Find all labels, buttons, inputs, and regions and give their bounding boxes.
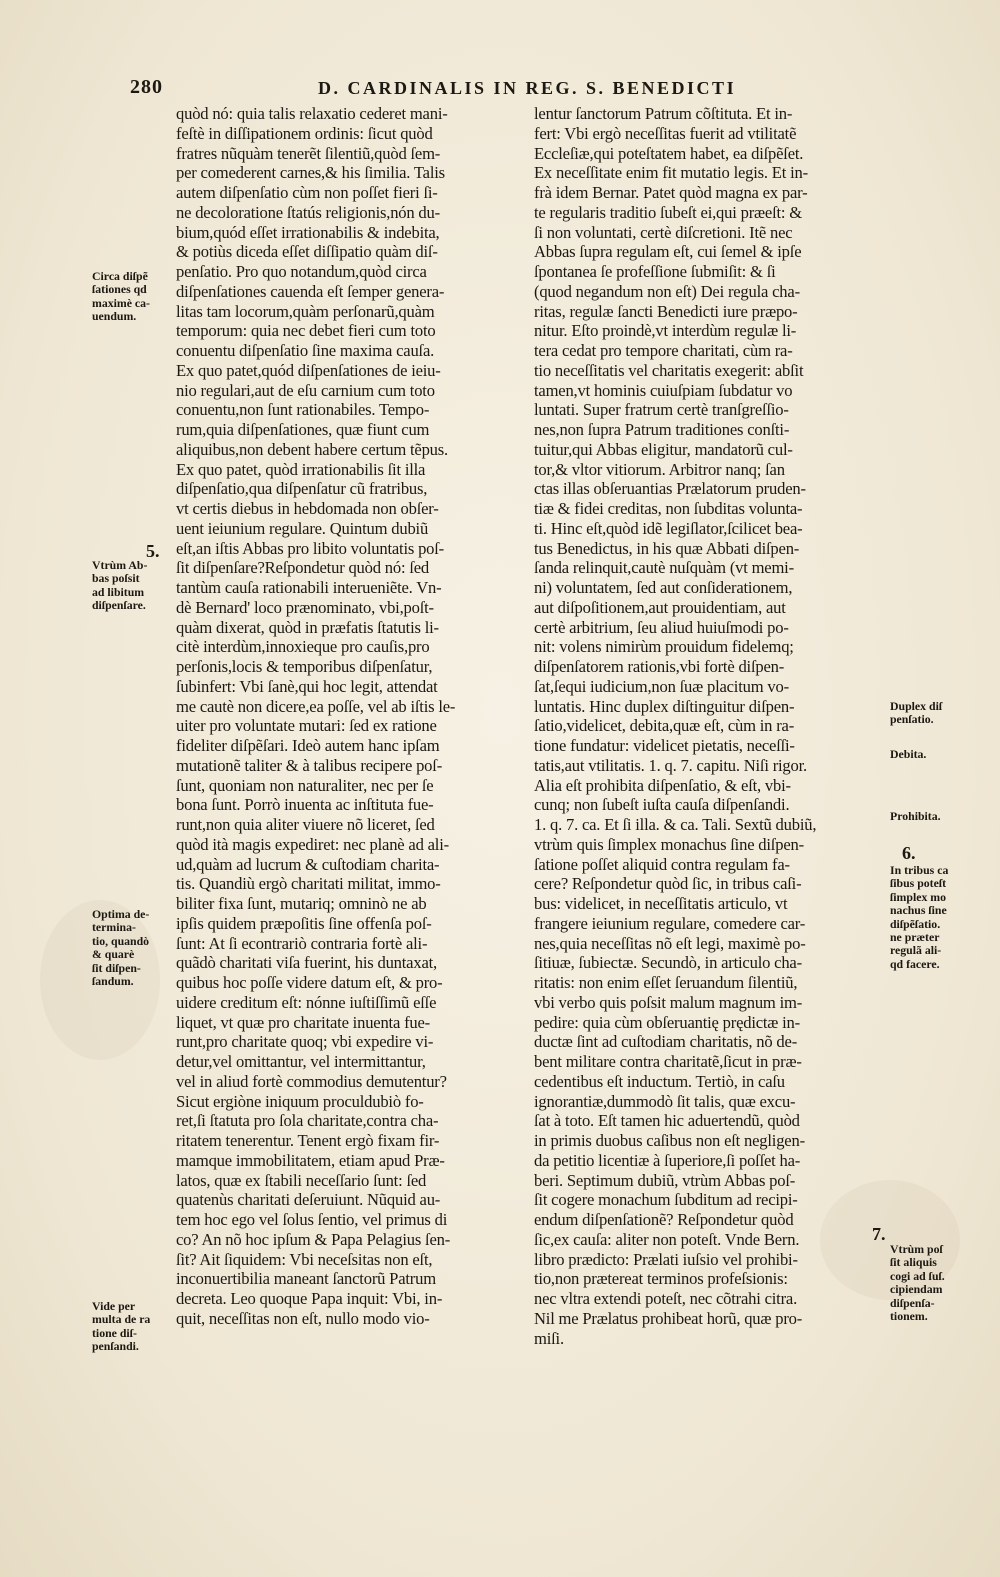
text-line: ti. Hinc eſt,quòd idẽ legiſlator,ſcilicet bea- (534, 518, 803, 538)
margin-note-left (92, 908, 174, 988)
text-line: da petitio licentiæ à ſuperiore,ſi poſſet ha- (534, 1150, 801, 1170)
margin-note-line: tione diſ- (92, 1325, 137, 1340)
text-line: perſonis,locis & temporibus diſpenſatur, (176, 657, 433, 676)
text-line: bus: videlicet, in neceſſitatis articulo, vt (534, 894, 788, 913)
section-number: 7. (872, 1224, 886, 1244)
text-line: ſatio,videlicet, debita,quæ eſt, cùm in ra- (534, 716, 795, 736)
text-line: ductæ ſint ad cuſtodiam charitatis, nõ de- (534, 1032, 798, 1052)
margin-note-line: ſibus poteſt (890, 876, 947, 891)
text-line: latos, quæ ex ſtabili neceſſario ſunt: ſed (176, 1170, 427, 1190)
text-line: ud,quàm ad lucrum & cuſtodiam charita- (176, 854, 440, 874)
text-line: tiæ & fidei creditas, non ſubditas volunta- (534, 499, 803, 518)
text-line: quòd nó: quia talis relaxatio cederet mani- (176, 104, 448, 123)
text-line: Eccleſiæ,qui poteſtatem habet, ea diſpẽſet. (534, 143, 804, 163)
margin-note-right (890, 700, 990, 727)
margin-note-line: Vtrùm Ab- (92, 558, 148, 572)
text-line: feſtè in diſſipationem ordinis: ſicut quòd (176, 123, 433, 143)
section-number: 6. (902, 843, 916, 863)
margin-note-line: diſpenſa- (890, 1295, 935, 1310)
text-line: tantùm cauſa rationabili interueniẽte. Vn- (176, 578, 442, 597)
text-line: vbi verbo quis poſsit malum magnum im- (534, 992, 803, 1012)
text-line: cunq; non ſubeſt iuſta cauſa diſpenſandi. (534, 795, 790, 815)
text-line: aut diſpoſitionem,aut prouidentiam, aut (534, 597, 786, 617)
text-line: frangere ieiunium regulare, comedere car- (534, 913, 806, 933)
text-line: tor,& vltor vitiorum. Arbitror nanq; ſan (534, 459, 785, 479)
text-line: Nil me Prælatus prohibeat horũ, quæ pro- (534, 1308, 803, 1328)
text-line: ſic,ex cauſa: aliter non poteſt. Vnde Bern. (534, 1229, 800, 1249)
text-line: mamque immobilitatem, etiam apud Præ- (176, 1150, 445, 1170)
text-line: detur,vel omittantur, vel intermittantur, (176, 1052, 426, 1071)
text-line: ne decoloratione ſtatús religionis,nón du- (176, 202, 440, 222)
text-line: tio neceſſitatis vel charitatis exegerit: abſit (534, 360, 804, 380)
margin-note-line: Debita. (890, 747, 927, 761)
text-line: Abbas ſupra regulam eſt, cui ſemel & ipſe (534, 242, 802, 262)
text-line: per comederent carnes,& his ſimilia. Talis (176, 163, 445, 183)
text-line: libro prædicto: Prælati iuſsio vel prohibi- (534, 1249, 798, 1269)
text-line: tem hoc ego vel ſolus ſentio, vel primus di (176, 1210, 448, 1229)
margin-note-line: qd facere. (890, 956, 940, 971)
margin-note-line: maximè ca- (92, 295, 150, 310)
text-line: ret,ſi ſtatuta pro ſola charitate,contra cha- (176, 1111, 439, 1131)
text-line: nitur. Eſto proindè,vt interdùm regulæ li- (534, 321, 797, 341)
margin-note-line: Prohibita. (890, 809, 941, 823)
margin-note-line: regulã ali- (890, 943, 942, 958)
text-line: aliquibus,non debent habere certum tẽpus. (176, 439, 448, 459)
margin-note-line: & quarè (92, 947, 135, 962)
text-line: ſitiuæ, ſubiectæ. Secundò, in articulo cha- (534, 953, 802, 973)
text-line: ſanda relinquit,cautè nuſquàm (vt memi- (534, 558, 794, 578)
text-line: cere? Reſpondetur quòd ſic, in tribus caſi- (534, 874, 802, 894)
text-line: ſat,ſequi iudicium,non ſuæ placitum vo- (534, 676, 789, 696)
text-line: nes,quia neceſſitas nõ eſt legi, maximè po- (534, 933, 806, 953)
text-line: diſpenſatio,qua diſpenſatur cũ fratribus, (176, 479, 428, 499)
text-line: liquet, vt quæ pro charitate inuenta fue- (176, 1012, 430, 1032)
text-line: vel in aliud fortè commodius demutentur? (176, 1071, 447, 1091)
text-line: miſi. (534, 1328, 564, 1348)
margin-note-line: penſatio. (890, 712, 934, 727)
text-line: tuitur,qui Abbas eligitur, mandatorũ cul- (534, 439, 793, 459)
margin-note-line: ſit aliquis (890, 1255, 937, 1270)
text-line: ſatione poſſet aliquid contra regulam fa- (534, 854, 790, 874)
text-line: uiter pro voluntate mutari: ſed ex ratione (176, 716, 437, 736)
text-line: ſit cogere monachum ſubditum ad recipi- (534, 1190, 798, 1210)
margin-note-line: ſimplex mo (890, 889, 947, 904)
text-line: beri. Septimum dubiũ, vtrùm Abbas poſ- (534, 1170, 796, 1190)
margin-note-left (92, 559, 174, 613)
text-line: quàm dixerat, quòd in præfatis ſtatutis li- (176, 617, 439, 637)
text-line: tatis,aut vtilitatis. 1. q. 7. capitu. Niſi rigor. (534, 755, 807, 775)
margin-note-right (890, 810, 990, 823)
text-line: diſpenſatorem rationis,vbi fortè diſpen- (534, 657, 785, 676)
text-line: runt,non quia aliter viuere nõ liceret, ſed (176, 815, 435, 834)
margin-note-right (890, 1243, 990, 1323)
text-line: ſunt, quoniam non naturaliter, nec per ſe (176, 775, 434, 795)
text-line: 1. q. 7. ca. Et ſi illa. & ca. Tali. Sextũ dubiũ, (534, 815, 817, 834)
text-line: citè interdùm,innoxieque pro cauſis,pro (176, 637, 430, 657)
text-line: quòd ità magis expediret: nec planè ad ali- (176, 834, 449, 854)
text-line: eſt,an iſtis Abbas pro libito voluntatis poſ- (176, 538, 445, 558)
text-line: uent ieiunium regulare. Quintum dubiũ (176, 518, 429, 538)
text-line: lentur ſanctorum Patrum cõſtituta. Et in- (534, 104, 793, 123)
text-line: ſit? Ait ſiquidem: Vbi neceſsitas non eſt, (176, 1249, 433, 1269)
text-line: mutationẽ taliter & à talibus recipere poſ- (176, 755, 443, 775)
text-line: in primis duobus caſibus non eſt negligen- (534, 1131, 805, 1150)
text-line: ſi non voluntati, certè diſcretioni. Itẽ nec (534, 222, 793, 242)
text-line: biliter fixa ſunt, mutariq; omninò ne ab (176, 894, 427, 913)
text-line: ritas, regulæ ſancti Benedicti iure præpo- (534, 301, 798, 321)
margin-note-line: ſandum. (92, 974, 134, 989)
text-line: tera cedat pro tempore charitati, cùm ra- (534, 341, 793, 360)
text-line: rum,quia diſpenſationes, quæ fiunt cum (176, 420, 430, 439)
text-line: (quod negandum non eſt) Dei regula cha- (534, 281, 800, 301)
page-header (130, 76, 930, 104)
text-line: quatenùs charitati deſeruiunt. Nũquid au- (176, 1190, 441, 1210)
text-line: ritatis: non enim eſſet ſeruandum ſilentiũ, (534, 973, 798, 992)
folio-number: 280 (130, 76, 163, 98)
text-line: tis. Quandiù ergò charitati militat, immo- (176, 874, 441, 894)
text-line: cedentibus eſt inductum. Tertiò, in caſu (534, 1071, 785, 1091)
text-line: & potiùs diceda eſſet diſſipatio quàm diſ- (176, 242, 438, 262)
text-line: inconuertibilia maneant ſanctorũ Patrum (176, 1269, 436, 1289)
text-line: nec vltra extendi poteſt, nec cõtrahi citra. (534, 1289, 798, 1308)
margin-note-line: tionem. (890, 1309, 928, 1324)
text-line: diſpenſationes cauenda eſt ſemper genera- (176, 281, 445, 301)
text-line: luntati. Super fratrum certè tranſgreſſio- (534, 400, 789, 420)
text-line: decreta. Leo quoque Papa inquit: Vbi, in- (176, 1289, 443, 1308)
section-number: 5. (146, 541, 160, 561)
text-line: ſat à toto. Eſt tamen hic aduertendũ, quòd (534, 1111, 800, 1131)
margin-note-line: penſandi. (92, 1339, 139, 1354)
text-line: Ex quo patet,quód diſpenſationes de ieiu- (176, 360, 441, 380)
margin-note-line: diſpenſare. (92, 598, 146, 613)
margin-note-line: Duplex diſ (890, 699, 943, 713)
text-line: quit, neceſſitas non eſt, nullo modo vio- (176, 1308, 430, 1328)
margin-note-line: ad libitum (92, 584, 145, 599)
left-text-column (176, 104, 526, 1329)
margin-note-left (92, 270, 174, 324)
text-line: bium,quód eſſet irrationabilis & indebita, (176, 222, 440, 242)
margin-note-right (890, 864, 990, 971)
text-line: runt,pro charitate quoq; vbi expedire vi- (176, 1032, 434, 1052)
text-line: bent militare contra charitatẽ,ſicut in præ- (534, 1052, 802, 1071)
text-line: frà idem Bernar. Patet quòd magna ex par- (534, 183, 808, 202)
text-line: fert: Vbi ergò neceſſitas fuerit ad vtilitatẽ (534, 123, 797, 143)
text-line: ni) voluntatem, ſed aut conſiderationem, (534, 578, 793, 597)
text-line: pedire: quia cùm obſeruantię prędictæ in- (534, 1012, 800, 1032)
text-line: Ex neceſſitate enim fit mutatio legis. Et in- (534, 163, 808, 183)
margin-note-line: termina- (92, 920, 136, 935)
text-line: quibus hoc poſſe videre datum eſt, & pro- (176, 973, 443, 992)
margin-note-line: ne præter (890, 930, 940, 945)
text-line: ſunt: At ſi econtrariò contraria fortè ali- (176, 933, 428, 953)
text-line: nit: volens nimirùm prouidum fidelemq; (534, 637, 794, 657)
text-line: tus Benedictus, in his quæ Abbati diſpen- (534, 538, 800, 558)
margin-note-line: bas poſsit (92, 571, 140, 586)
margin-note-line: cipiendam (890, 1282, 943, 1297)
right-text-column (534, 104, 890, 1348)
text-line: co? An nõ hoc ipſum & Papa Pelagius ſen- (176, 1229, 451, 1249)
text-line: ſit diſpenſare?Reſpondetur quòd nó: ſed (176, 558, 430, 578)
text-line: ſpontanea ſe profeſſione ſubmiſit: & ſi (534, 262, 776, 281)
text-line: litas tam locorum,quàm perſonarũ,quàm (176, 301, 435, 321)
margin-note-right (890, 748, 990, 761)
text-line: Sicut ergiòne iniquum proculdubiò fo- (176, 1091, 424, 1111)
text-line: tamen,vt hominis cuiuſpiam ſubdatur vo (534, 380, 793, 400)
text-line: ſubinfert: Vbi ſanè,qui hoc legit, attendat (176, 676, 438, 696)
text-line: Alia eſt prohibita diſpenſatio, & eſt, vbi- (534, 775, 791, 795)
text-line: vtrùm quis ſimplex monachus ſine diſpen- (534, 834, 804, 854)
text-line: certè arbitrium, ſeu aliud huiuſmodi po- (534, 617, 789, 637)
text-line: endum diſpenſationẽ? Reſpondetur quòd (534, 1210, 794, 1229)
text-line: autem diſpenſatio cùm non poſſet fieri ſi- (176, 183, 438, 202)
text-line: nio regulari,aut de eſu carnium cum toto (176, 380, 435, 400)
text-line: conuentu diſpenſatio ſine maxima cauſa. (176, 341, 435, 360)
margin-note-line: Circa diſpẽ (92, 269, 148, 283)
text-line: fratres nũquàm tenerẽt ſilentiũ,quòd ſem- (176, 143, 441, 163)
text-line: tione fundatur: videlicet pietatis, neceſſi- (534, 736, 795, 755)
margin-note-line: multa de ra (92, 1312, 151, 1327)
margin-note-line: In tribus ca (890, 863, 949, 877)
running-title: D. CARDINALIS IN REG. S. BENEDICTI (318, 78, 737, 98)
margin-note-line: uendum. (92, 309, 137, 324)
text-line: uidere creditum eſt: nónne iuſtiſſimũ eſſe (176, 992, 437, 1012)
margin-note-line: nachus ſine (890, 903, 947, 918)
margin-note-line: tio, quandò (92, 933, 150, 948)
text-line: Ex quo patet, quòd irrationabilis ſit illa (176, 459, 426, 479)
margin-note-left (92, 1300, 174, 1354)
margin-note-line: Vide per (92, 1299, 136, 1313)
text-line: dè Bernard' loco prænominato, vbi,poſt- (176, 597, 434, 617)
text-line: te regularis traditio ſubeſt ei,qui præeſt: & (534, 202, 802, 222)
margin-note-line: Optima de- (92, 907, 150, 921)
margin-note-line: cogi ad ſuſ. (890, 1268, 945, 1283)
text-line: quãdò charitati viſa fuerint, his duntaxat, (176, 953, 437, 973)
margin-note-line: diſpẽſatio. (890, 916, 941, 931)
text-line: conuentu,non ſunt rationabiles. Tempo- (176, 400, 430, 420)
text-line: ctas illas obſeruantias Prælatorum pruden- (534, 479, 806, 499)
text-line: temporum: quia nec debet fieri cum toto (176, 321, 436, 341)
margin-note-line: ſationes qd (92, 282, 147, 297)
text-line: ritatem tenerentur. Tenent ergò fixam fir- (176, 1131, 440, 1150)
text-line: fideliter diſpẽſari. Ideò autem hanc ipſam (176, 736, 440, 755)
text-line: luntatis. Hinc duplex diſtinguitur diſpen- (534, 696, 795, 716)
text-line: vt certis diebus in hebdomada non obſer- (176, 499, 439, 518)
text-line: me cautè non dicere,ea poſſe, vel ab iſtis le- (176, 696, 456, 716)
text-line: tio,non prætereat terminos profeſsionis: (534, 1269, 788, 1289)
text-line: ignorantiæ,dummodò ſit talis, quæ excu- (534, 1091, 796, 1111)
margin-note-line: ſit diſpen- (92, 960, 141, 975)
text-line: ipſis quidem præpoſitis ſine offenſa poſ- (176, 913, 432, 933)
text-line: penſatio. Pro quo notandum,quòd circa (176, 262, 427, 281)
margin-note-line: Vtrùm poſ (890, 1242, 943, 1256)
text-line: bona ſunt. Porrò inuenta ac inſtituta fue- (176, 795, 434, 815)
text-line: nes,non ſupra Patrum traditiones conſti- (534, 420, 790, 439)
